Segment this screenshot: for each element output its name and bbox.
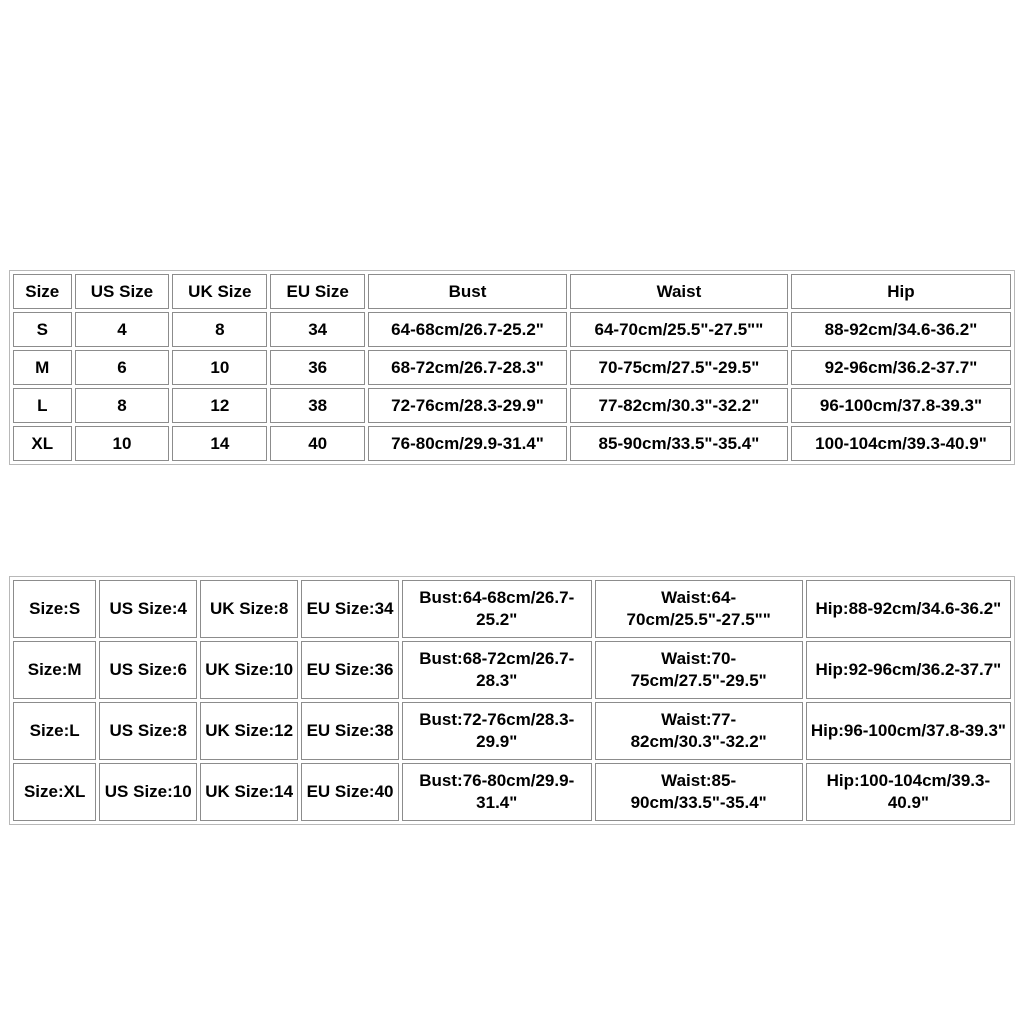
table-cell: EU Size:34 <box>301 580 399 638</box>
table-cell: 76-80cm/29.9-31.4" <box>368 426 567 461</box>
table-row <box>13 702 1011 760</box>
table-cell: XL <box>13 426 72 461</box>
table-header-row <box>13 274 1011 309</box>
table-row <box>13 312 1011 347</box>
table-cell: US Size:4 <box>99 580 197 638</box>
table-cell: Bust:64-68cm/26.7-25.2" <box>402 580 592 638</box>
header-size: Size <box>13 274 72 309</box>
table-cell: Size:XL <box>13 763 96 821</box>
table-cell: Waist:70-75cm/27.5"-29.5" <box>595 641 803 699</box>
table-cell: 96-100cm/37.8-39.3" <box>791 388 1011 423</box>
table-cell: 10 <box>172 350 267 385</box>
size-chart-table <box>9 270 1015 465</box>
table-cell: S <box>13 312 72 347</box>
size-chart-labeled-table <box>9 576 1015 825</box>
table-cell: 72-76cm/28.3-29.9" <box>368 388 567 423</box>
table-cell: UK Size:8 <box>200 580 298 638</box>
table-cell: Waist:77-82cm/30.3"-32.2" <box>595 702 803 760</box>
table-cell: 40 <box>270 426 365 461</box>
header-hip: Hip <box>791 274 1011 309</box>
table-cell: US Size:10 <box>99 763 197 821</box>
table-cell: 6 <box>75 350 170 385</box>
table-row <box>13 350 1011 385</box>
table-cell: UK Size:10 <box>200 641 298 699</box>
table-cell: L <box>13 388 72 423</box>
table-cell: Waist:85-90cm/33.5"-35.4" <box>595 763 803 821</box>
table-cell: 38 <box>270 388 365 423</box>
table-cell: 4 <box>75 312 170 347</box>
header-waist: Waist <box>570 274 788 309</box>
table-cell: Hip:100-104cm/39.3-40.9" <box>806 763 1011 821</box>
table-cell: EU Size:38 <box>301 702 399 760</box>
table-cell: UK Size:14 <box>200 763 298 821</box>
table-cell: 8 <box>75 388 170 423</box>
table-row <box>13 763 1011 821</box>
table-cell: Bust:72-76cm/28.3-29.9" <box>402 702 592 760</box>
table-row <box>13 641 1011 699</box>
header-eu-size: EU Size <box>270 274 365 309</box>
table-cell: 34 <box>270 312 365 347</box>
header-us-size: US Size <box>75 274 170 309</box>
table-cell: 12 <box>172 388 267 423</box>
table-cell: Waist:64-70cm/25.5"-27.5"" <box>595 580 803 638</box>
table-cell: 14 <box>172 426 267 461</box>
table-cell: M <box>13 350 72 385</box>
table-cell: Hip:88-92cm/34.6-36.2" <box>806 580 1011 638</box>
table-cell: US Size:8 <box>99 702 197 760</box>
table-cell: UK Size:12 <box>200 702 298 760</box>
table-cell: 10 <box>75 426 170 461</box>
table-cell: 68-72cm/26.7-28.3" <box>368 350 567 385</box>
table-cell: 70-75cm/27.5"-29.5" <box>570 350 788 385</box>
header-bust: Bust <box>368 274 567 309</box>
table-cell: Size:M <box>13 641 96 699</box>
table-cell: 8 <box>172 312 267 347</box>
table-cell: 92-96cm/36.2-37.7" <box>791 350 1011 385</box>
table-cell: 100-104cm/39.3-40.9" <box>791 426 1011 461</box>
table-cell: EU Size:40 <box>301 763 399 821</box>
table-cell: US Size:6 <box>99 641 197 699</box>
table-cell: EU Size:36 <box>301 641 399 699</box>
table-row <box>13 426 1011 461</box>
table-cell: Hip:96-100cm/37.8-39.3" <box>806 702 1011 760</box>
table-cell: 85-90cm/33.5"-35.4" <box>570 426 788 461</box>
table-cell: 36 <box>270 350 365 385</box>
table-row <box>13 388 1011 423</box>
table-cell: 64-70cm/25.5"-27.5"" <box>570 312 788 347</box>
header-uk-size: UK Size <box>172 274 267 309</box>
table-cell: 77-82cm/30.3"-32.2" <box>570 388 788 423</box>
table-cell: Size:S <box>13 580 96 638</box>
table-cell: 64-68cm/26.7-25.2" <box>368 312 567 347</box>
table-row <box>13 580 1011 638</box>
table-cell: 88-92cm/34.6-36.2" <box>791 312 1011 347</box>
table-cell: Bust:76-80cm/29.9-31.4" <box>402 763 592 821</box>
table-cell: Size:L <box>13 702 96 760</box>
table-cell: Hip:92-96cm/36.2-37.7" <box>806 641 1011 699</box>
table-cell: Bust:68-72cm/26.7-28.3" <box>402 641 592 699</box>
